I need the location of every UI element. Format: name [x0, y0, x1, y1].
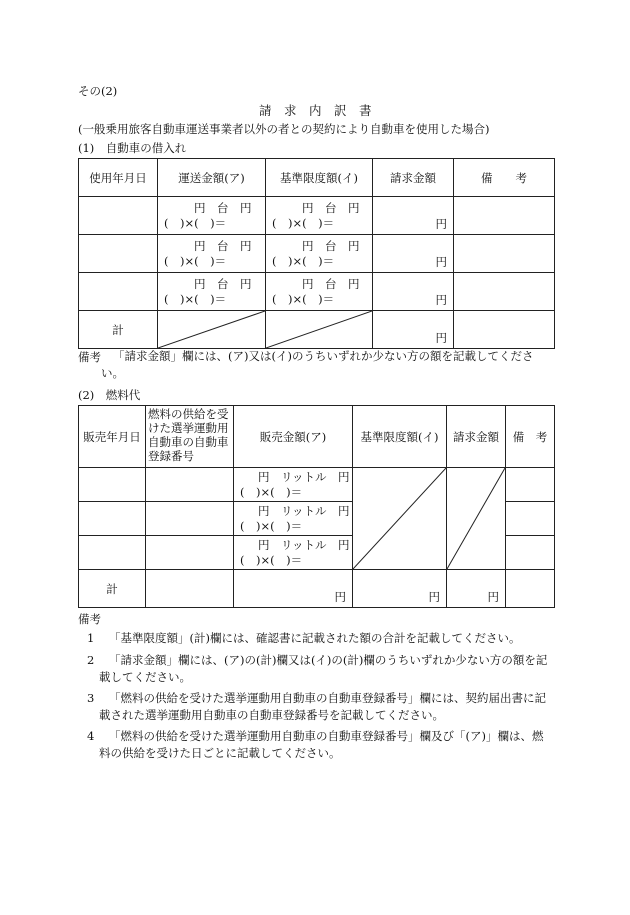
remarks-cell[interactable] [506, 570, 555, 608]
remarks-cell[interactable] [454, 311, 555, 349]
registration-number-cell [146, 570, 234, 608]
claim-total-cell[interactable]: 円 [373, 311, 454, 349]
remarks-cell[interactable] [506, 468, 555, 502]
limit-total-cell[interactable]: 円 [353, 570, 447, 608]
fuel-cost-table [78, 405, 555, 608]
sale-total-cell[interactable]: 円 [234, 570, 353, 608]
limit-amount-cell[interactable]: 円 台 円 ( )×( )＝ [266, 197, 373, 235]
note-text: 「基準限度額」(計)欄には、確認書に記載された額の合計を記載してください。 [109, 631, 521, 645]
usage-date-cell[interactable] [79, 273, 158, 311]
note-number: 4 [87, 729, 95, 743]
sale-amount-cell[interactable]: 円 リットル 円 ( )×( )＝ [234, 468, 353, 502]
remarks-cell[interactable] [454, 273, 555, 311]
note-item [87, 630, 554, 647]
usage-date-cell[interactable] [79, 235, 158, 273]
total-row [79, 570, 555, 608]
col-claim-amount: 請求金額 [447, 406, 506, 468]
note-item [87, 652, 554, 686]
note-item [87, 690, 554, 724]
registration-number-cell[interactable] [146, 468, 234, 502]
total-row [79, 311, 555, 349]
note-number: 3 [87, 691, 95, 705]
col-limit-amount: 基準限度額(イ) [353, 406, 447, 468]
remarks-cell[interactable] [506, 536, 555, 570]
notes-label: 備考 [78, 612, 101, 626]
col-remarks: 備 考 [454, 159, 555, 197]
remarks-cell[interactable] [506, 502, 555, 536]
remarks-cell[interactable] [454, 197, 555, 235]
sale-date-cell[interactable] [79, 502, 146, 536]
diagonal-cell [447, 468, 506, 570]
col-sale-amount: 販売金額(ア) [234, 406, 353, 468]
table-row [79, 273, 555, 311]
claim-amount-cell[interactable]: 円 [373, 197, 454, 235]
col-limit-amount: 基準限度額(イ) [266, 159, 373, 197]
note-text: 「燃料の供給を受けた選挙運動用自動車の自動車登録番号」欄及び「(ア)」欄は、燃料の供給を受けた日ごとに記載してください。 [99, 729, 544, 760]
limit-amount-cell[interactable]: 円 台 円 ( )×( )＝ [266, 235, 373, 273]
col-usage-date: 使用年月日 [79, 159, 158, 197]
sale-amount-cell[interactable]: 円 リットル 円 ( )×( )＝ [234, 502, 353, 536]
vehicle-rental-table [78, 158, 555, 349]
document-subtitle: (一般乗用旅客自動車運送事業者以外の者との契約により自動車を使用した場合) [78, 122, 490, 136]
note-number: 1 [87, 631, 95, 645]
table-row [79, 197, 555, 235]
transport-amount-cell[interactable]: 円 台 円 ( )×( )＝ [158, 273, 266, 311]
total-label: 計 [79, 311, 158, 349]
col-sale-date: 販売年月日 [79, 406, 146, 468]
sale-date-cell[interactable] [79, 468, 146, 502]
registration-number-cell[interactable] [146, 536, 234, 570]
col-transport-amount: 運送金額(ア) [158, 159, 266, 197]
note-text: 「請求金額」欄には、(ア)の(計)欄又は(イ)の(計)欄のうちいずれか少ない方の額を記載してください。 [99, 653, 548, 684]
diagonal-cell [266, 311, 373, 349]
registration-number-cell[interactable] [146, 502, 234, 536]
diagonal-cell [158, 311, 266, 349]
part2-heading: (2) 燃料代 [78, 388, 141, 402]
part1-heading: (1) 自動車の借入れ [78, 141, 187, 155]
note-number: 2 [87, 653, 95, 667]
diagonal-cell [353, 468, 447, 570]
part1-note-label: 備考 [78, 350, 101, 364]
section-number: その(2) [78, 84, 118, 98]
total-label: 計 [79, 570, 146, 608]
limit-amount-cell[interactable]: 円 台 円 ( )×( )＝ [266, 273, 373, 311]
transport-amount-cell[interactable]: 円 台 円 ( )×( )＝ [158, 235, 266, 273]
transport-amount-cell[interactable]: 円 台 円 ( )×( )＝ [158, 197, 266, 235]
table-row [79, 468, 555, 502]
claim-amount-cell[interactable]: 円 [373, 273, 454, 311]
claim-amount-cell[interactable]: 円 [373, 235, 454, 273]
col-registration-number: 燃料の供給を受けた選挙運動用自動車の自動車登録番号 [146, 406, 234, 468]
col-claim-amount: 請求金額 [373, 159, 454, 197]
part1-note-text: 「請求金額」欄には、(ア)又は(イ)のうちいずれか少ない方の額を記載してください。 [101, 349, 534, 380]
usage-date-cell[interactable] [79, 197, 158, 235]
sale-date-cell[interactable] [79, 536, 146, 570]
note-text: 「燃料の供給を受けた選挙運動用自動車の自動車登録番号」欄には、契約届出書に記載された選挙運動用自動車の自動車登録番号を記載してください。 [99, 691, 546, 722]
document-title: 請 求 内 訳 書 [259, 103, 372, 118]
remarks-cell[interactable] [454, 235, 555, 273]
col-remarks: 備 考 [506, 406, 555, 468]
note-item [87, 728, 554, 762]
sale-amount-cell[interactable]: 円 リットル 円 ( )×( )＝ [234, 536, 353, 570]
claim-total-cell[interactable]: 円 [447, 570, 506, 608]
table-row [79, 235, 555, 273]
